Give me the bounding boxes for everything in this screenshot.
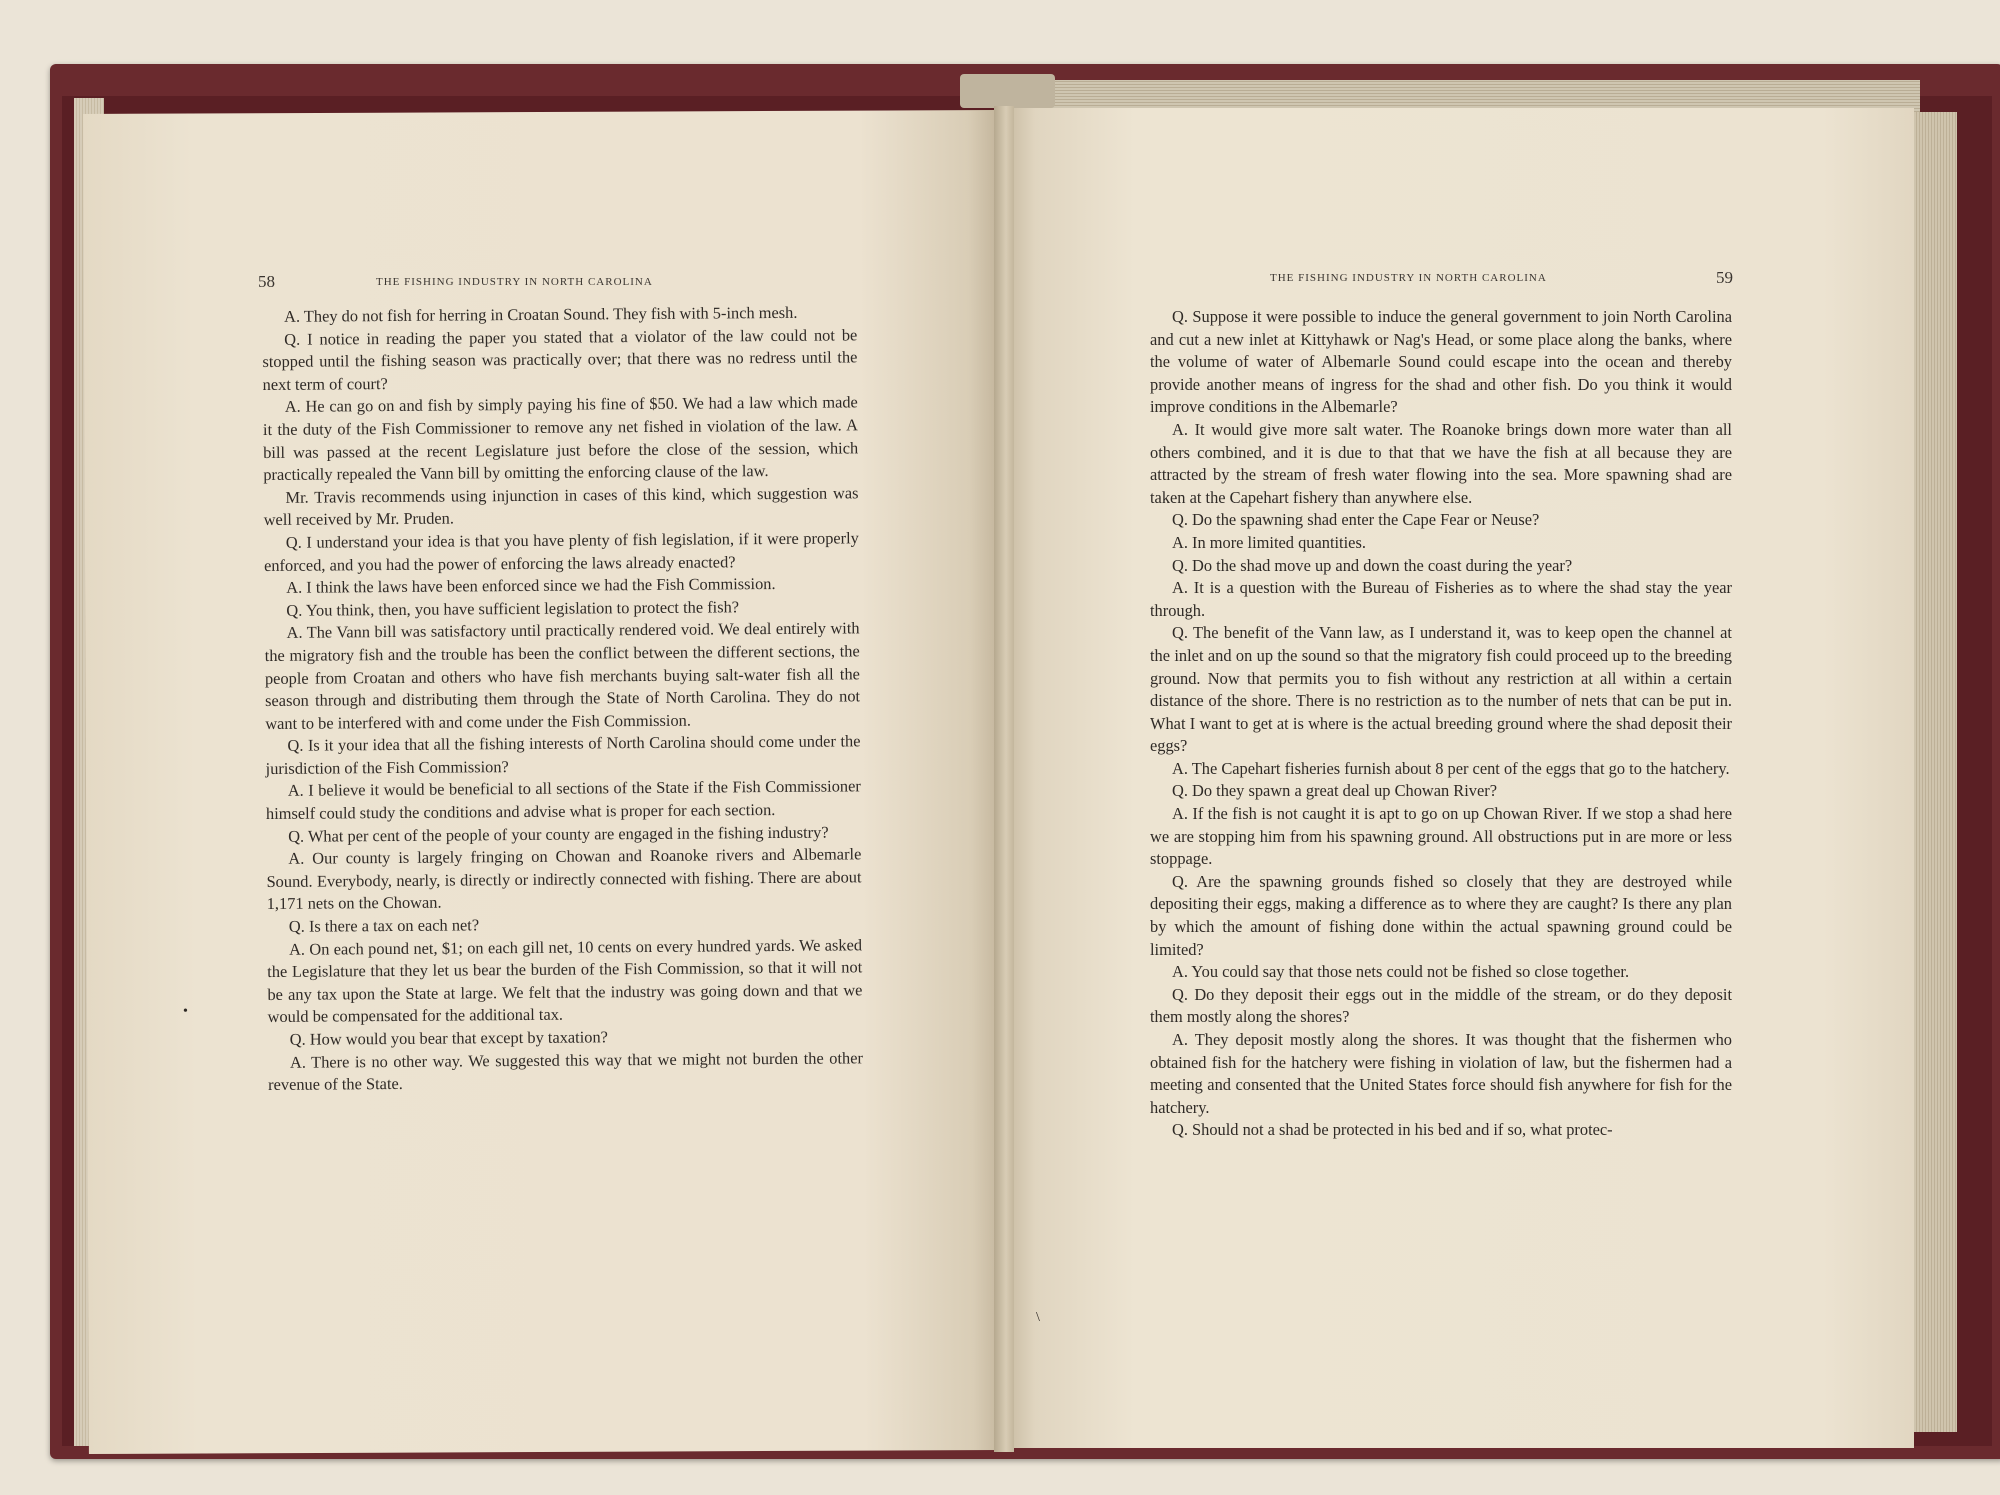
paragraph: Q. The benefit of the Vann law, as I understand it, was to keep open the channel at the inlet and on up the sound so that the migratory fish could proceed up to the breeding ground. Now that permits you to fish without any restriction at all within a certain distance of the shore. There is no restriction as to the number of nets that can be put in. What I want to get at is where is the actual breeding ground where the shad deposit their eggs?	[1150, 623, 1732, 756]
right-page-number: 59	[1716, 268, 1733, 287]
paragraph: A. I think the laws have been enforced since we had the Fish Commission.	[286, 574, 776, 597]
paragraph: Q. Do they spawn a great deal up Chowan River?	[1172, 781, 1497, 801]
paragraph: A. He can go on and fish by simply paying his fine of $50. We had a law which made it the duty of the Fish Commissioner to remove any net fished in violation of the law. A bill was passed at the recent Legislature just before the close of the session, which practically repealed the Vann bill by omitting the enforcing clause of the law.	[262, 392, 859, 485]
paragraph: Q. Is it your idea that all the fishing interests of North Carolina should come under the jurisdiction of the Fish Commission?	[265, 731, 861, 778]
paragraph: A. In more limited quantities.	[1172, 532, 1366, 552]
paragraph: Q. I understand your idea is that you have plenty of fish legislation, if it were properly enforced, and you had the power of enforcing the laws already enacted?	[263, 528, 859, 575]
paragraph: Q. Suppose it were possible to induce the general government to join North Carolina and cut a new inlet at Kittyhawk or Nag's Head, or some place along the banks, where the volume of water of Albemarle Sound could escape into the ocean and thereby provide another means of ingress for the shad and other fish. Do you think it would improve conditions in the Albemarle?	[1150, 307, 1732, 417]
paragraph: Q. Do the spawning shad enter the Cape Fear or Neuse?	[1172, 510, 1540, 530]
left-page-number: 58	[258, 272, 275, 291]
paragraph: Mr. Travis recommends using injunction in cases of this kind, which suggestion was well received by Mr. Pruden.	[263, 483, 859, 530]
paragraph: A. It is a question with the Bureau of Fisheries as to where the shad stay the year through.	[1150, 578, 1732, 620]
paragraph: Q. I notice in reading the paper you stated that a violator of the law could not be stopped until the fishing season was practically over; that there was no redress until the next term of court?	[262, 324, 858, 394]
paragraph: A. The Capehart fisheries furnish about 8 per cent of the eggs that go to the hatchery.	[1172, 758, 1730, 778]
paragraph: Q. You think, then, you have sufficient legislation to protect the fish?	[286, 596, 740, 620]
right-running-head: THE FISHING INDUSTRY IN NORTH CAROLINA	[1270, 272, 1547, 284]
paragraph: A. It would give more salt water. The Roanoke brings down more water than all others combined, and it is due to that that we have the fish at all because they are attracted by the stream of fresh water flowing into the sea. More spawning shad are taken at the Capehart fishery than anywhere else.	[1150, 419, 1732, 507]
paragraph: Q. Are the spawning grounds fished so closely that they are destroyed while depositing their eggs, making a difference as to where they are caught? Is there any plan by which the amount of fishing done within the actual spawning ground could be limited?	[1150, 871, 1732, 959]
paragraph: A. If the fish is not caught it is apt to go on up Chowan River. If we stop a shad here we are stopping him from his spawning ground. All obstructions put in are more or less stoppage.	[1150, 804, 1732, 869]
paragraph: Q. Do the shad move up and down the coast during the year?	[1172, 555, 1573, 575]
paragraph: Q. Is there a tax on each net?	[288, 915, 480, 936]
paragraph: Q. How would you bear that except by taxation?	[289, 1027, 608, 1049]
paragraph: A. They do not fish for herring in Croatan Sound. They fish with 5-inch mesh.	[284, 302, 798, 326]
ink-dot: •	[183, 1004, 188, 1019]
paragraph: A. You could say that those nets could not be fished so close together.	[1172, 962, 1630, 982]
paragraph: A. The Vann bill was satisfactory until practically rendered void. We deal entirely with the migratory fish and the trouble has been the conflict between the different sections, the people from Croatan and others who have fish merchants buying salt-water fish all the season through and distributing them through the State of North Carolina. They do not want to be interfered with and come under the Fish Commission.	[264, 618, 861, 733]
ink-mark: \	[1036, 1310, 1040, 1325]
left-running-head: THE FISHING INDUSTRY IN NORTH CAROLINA	[376, 276, 653, 288]
paragraph: A. On each pound net, $1; on each gill net, 10 cents on every hundred yards. We asked the Legislature that they let us bear the burden of the Fish Commission, so that it will not be any tax upon the State at large. We felt that the industry was going down and that we would be compensated for the additional tax.	[267, 934, 863, 1027]
spine-binding	[960, 74, 1055, 108]
paragraph: A. I believe it would be beneficial to all sections of the State if the Fish Commissioner himself could study the conditions and advise what is proper for each section.	[265, 776, 861, 824]
paragraph: A. There is no other way. We suggested this way that we might not burden the other revenue of the State.	[268, 1047, 863, 1095]
paragraph: A. Our county is largely fringing on Chowan and Roanoke rivers and Albemarle Sound. Everybody, nearly, is directly or indirectly connected with fishing. There are about 1,171 nets on the Chowan.	[266, 844, 862, 914]
book-gutter	[994, 106, 1014, 1452]
paragraph: Q. Do they deposit their eggs out in the middle of the stream, or do they deposit them mostly along the shores?	[1150, 984, 1732, 1027]
paragraph: Q. What per cent of the people of your county are engaged in the fishing industry?	[288, 822, 829, 846]
right-page-body	[1150, 306, 1732, 1142]
left-page-body	[262, 301, 863, 1096]
paragraph: Q. Should not a shad be protected in his bed and if so, what protec-	[1172, 1120, 1613, 1140]
paragraph: A. They deposit mostly along the shores. It was thought that the fishermen who obtained fish for the hatchery were fishing in violation of law, but the fishermen had a meeting and consented that the United States force should fish anywhere for fish for the hatchery.	[1150, 1030, 1732, 1117]
